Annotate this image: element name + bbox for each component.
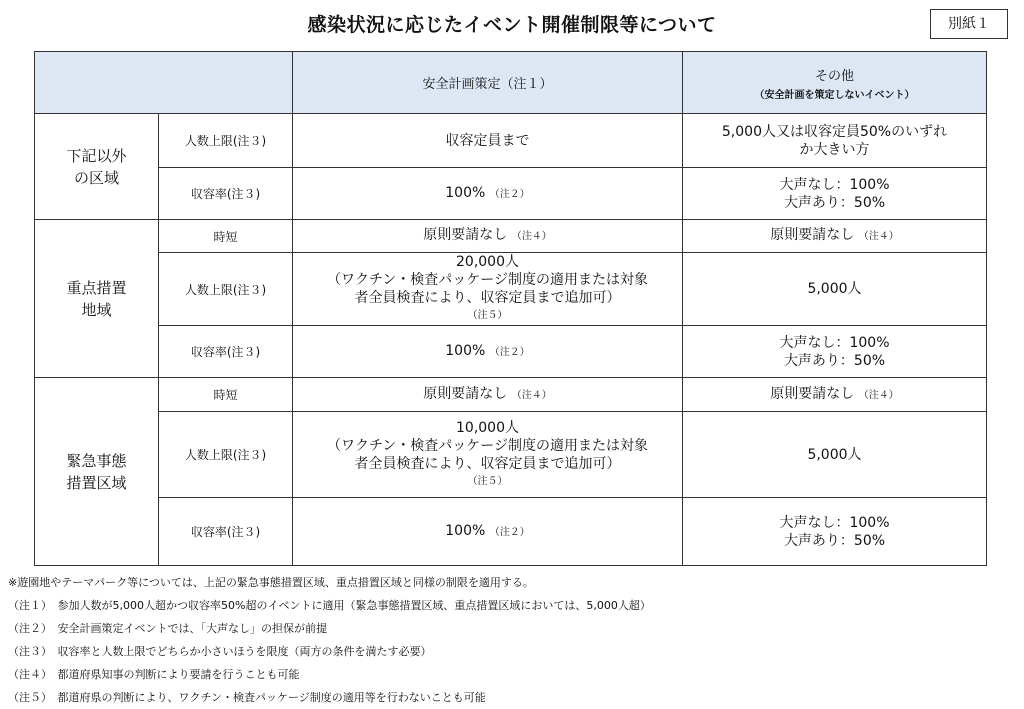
plan-note: （注２）	[489, 526, 530, 538]
plan-value-line: （ワクチン・検査パッケージ制度の適用または対象	[326, 272, 649, 288]
region-name-line: 重点措置	[66, 278, 127, 297]
table-row	[35, 498, 987, 566]
plan-value: 原則要請なし	[423, 227, 508, 243]
plan-cell	[293, 114, 683, 168]
header-blank	[35, 52, 293, 114]
region-name-line: の区域	[73, 168, 119, 187]
plan-cell	[293, 498, 683, 566]
item-cell: 人数上限(注３)	[159, 253, 293, 326]
other-value: 5,000人	[807, 281, 862, 297]
page-title: 感染状況に応じたイベント開催制限等について	[307, 14, 717, 36]
other-cell	[683, 253, 987, 326]
region-name-line: 緊急事態	[66, 451, 127, 470]
plan-value: 100%	[445, 184, 486, 201]
other-cell	[683, 498, 987, 566]
plan-value-line: （ワクチン・検査パッケージ制度の適用または対象	[326, 437, 649, 454]
other-value: 5,000人	[807, 446, 862, 463]
footnote-2: （注２） 安全計画策定イベントでは、「大声なし」の担保が前提	[8, 622, 327, 635]
table-row	[35, 412, 987, 498]
plan-cell	[293, 326, 683, 378]
region-name-line: 下記以外	[66, 146, 127, 165]
plan-cell	[293, 378, 683, 412]
other-value-line: か大きい方	[799, 141, 870, 158]
plan-value-line-with-note	[299, 289, 676, 325]
table-row	[35, 114, 987, 168]
footnote-1: （注１） 参加人数が5,000人超かつ収容率50%超のイベントに適用（緊急事態措置区域、重点措置区域においては、5,000人超）	[8, 599, 651, 612]
footnote-general: ※遊園地やテーマパーク等については、上記の緊急事態措置区域、重点措置区域と同様の制限を適用する。	[8, 576, 534, 589]
plan-cell	[293, 253, 683, 326]
item-cell: 収容率(注３)	[159, 498, 293, 566]
region-cell-priority-measures	[35, 220, 159, 378]
other-cell	[683, 220, 987, 253]
other-value-line: 大声あり：50%	[783, 352, 886, 369]
region-cell-emergency-measures	[35, 378, 159, 566]
other-cell	[683, 412, 987, 498]
other-cell	[683, 168, 987, 220]
other-value: 原則要請なし	[770, 227, 855, 243]
other-value-line: 大声なし：100%	[779, 176, 890, 193]
plan-value: 100%	[445, 342, 486, 359]
plan-value: 収容定員まで	[445, 132, 530, 149]
table-row	[35, 378, 987, 412]
plan-cell	[293, 220, 683, 253]
other-cell	[683, 326, 987, 378]
header-other-sublabel: （安全計画を策定しないイベント）	[754, 89, 915, 101]
item-cell: 人数上限(注３)	[159, 412, 293, 498]
other-cell	[683, 114, 987, 168]
other-value-line: 大声あり：50%	[783, 194, 886, 211]
plan-note: （注４）	[511, 231, 552, 242]
other-note: （注４）	[858, 231, 899, 242]
item-cell: 収容率(注３)	[159, 326, 293, 378]
header-other	[683, 52, 987, 114]
other-value-line: 5,000人又は収容定員50%のいずれ	[721, 123, 948, 140]
item-cell: 時短	[159, 220, 293, 253]
plan-value-line: 者全員検査により、収容定員まで追加可）	[354, 455, 621, 472]
other-value-line: 大声なし：100%	[779, 334, 890, 351]
plan-note: （注４）	[511, 389, 552, 401]
other-value-line: 大声あり：50%	[783, 532, 886, 549]
header-plan	[293, 52, 683, 114]
other-cell	[683, 378, 987, 412]
plan-value-line: 者全員検査により、収容定員まで追加可）	[354, 290, 621, 306]
plan-note: （注２）	[489, 346, 530, 358]
item-cell: 時短	[159, 378, 293, 412]
plan-cell	[293, 412, 683, 498]
header-plan-label: 安全計画策定（注１）	[422, 77, 553, 92]
plan-value-line: 10,000人	[456, 419, 519, 436]
footnote-3: （注３） 収容率と人数上限でどちらか小さいほうを限度（両方の条件を満たす必要）	[8, 645, 432, 658]
plan-value: 原則要請なし	[423, 385, 508, 402]
region-name-line: 地域	[81, 300, 112, 319]
plan-value-line-with-note	[299, 455, 676, 491]
annex-label: 別紙１	[930, 9, 1008, 39]
other-value: 原則要請なし	[770, 385, 855, 402]
header-other-label: その他	[814, 68, 854, 84]
other-note: （注４）	[858, 389, 899, 401]
table-row	[35, 253, 987, 326]
table-header-row	[35, 52, 987, 114]
plan-cell	[293, 168, 683, 220]
plan-note: （注５）	[467, 475, 508, 487]
plan-value: 100%	[445, 522, 486, 539]
item-cell: 人数上限(注３)	[159, 114, 293, 168]
other-value-line: 大声なし：100%	[779, 514, 890, 531]
region-cell-other-areas	[35, 114, 159, 220]
table-row	[35, 220, 987, 253]
region-name-line: 措置区域	[66, 473, 127, 492]
plan-note: （注２）	[489, 188, 530, 200]
plan-note: （注５）	[467, 310, 508, 321]
footnote-4: （注４） 都道府県知事の判断により要請を行うことも可能	[8, 668, 300, 681]
footnotes	[8, 571, 1018, 709]
plan-value-line: 20,000人	[456, 254, 519, 270]
footnote-5: （注５） 都道府県の判断により、ワクチン・検査パッケージ制度の適用等を行わないことも可能	[8, 691, 486, 704]
restriction-table	[34, 51, 987, 566]
item-cell: 収容率(注３)	[159, 168, 293, 220]
table-row	[35, 168, 987, 220]
table-row	[35, 326, 987, 378]
